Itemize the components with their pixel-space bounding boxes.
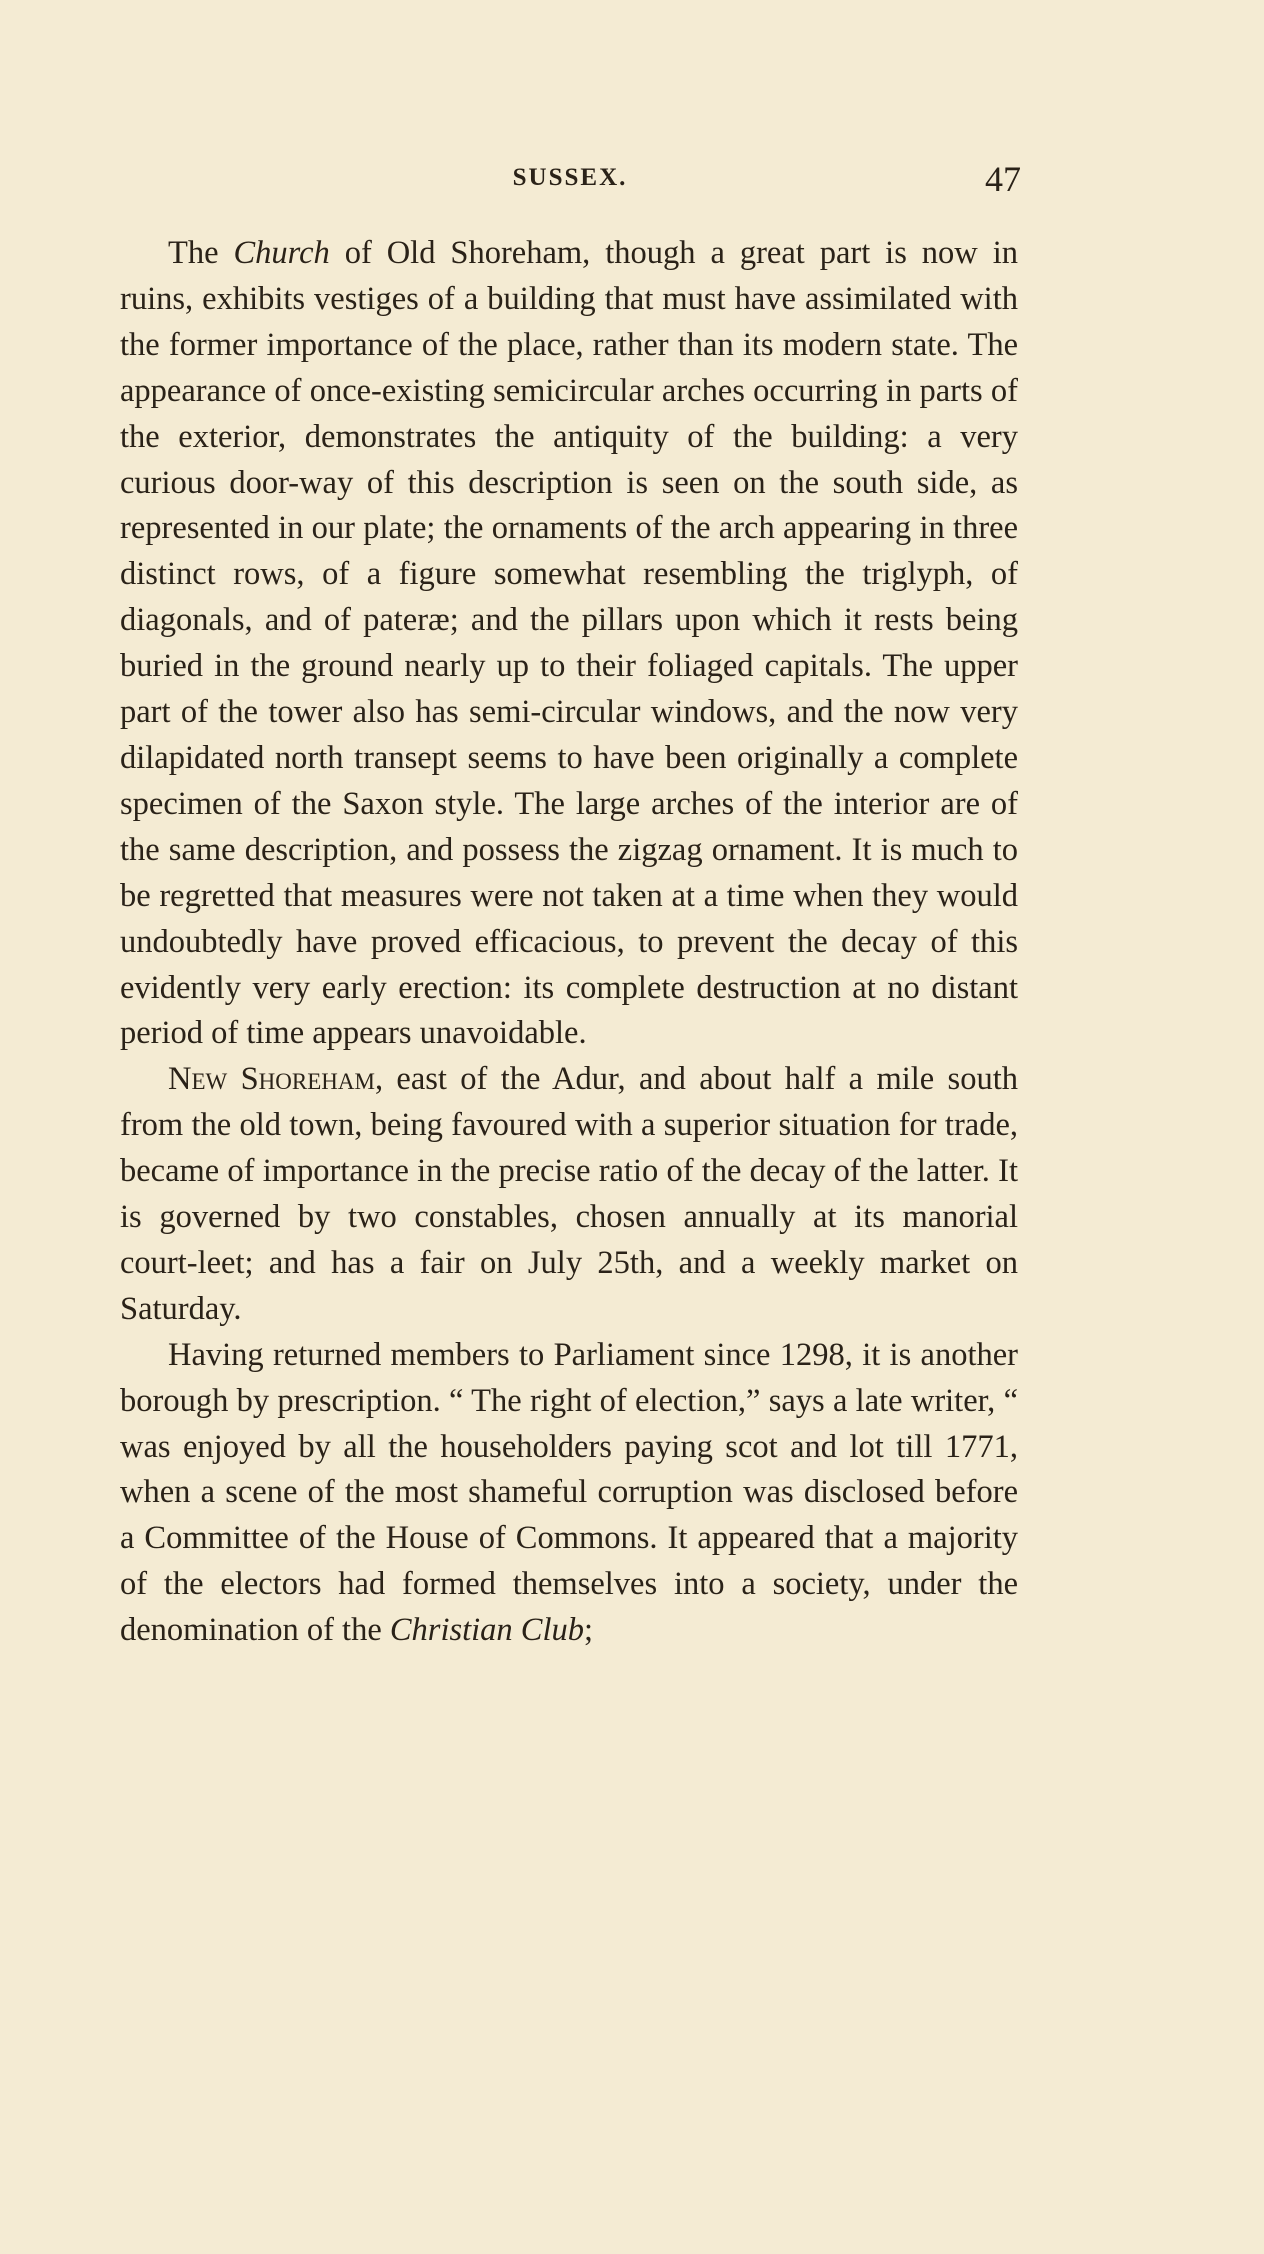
text-segment: , east of the Adur, and about half a mile south from the old town, being favoured with a superior situation for trade, became of importance in the precise ratio of the decay of the latter. It is governed by two constables, chosen annually at its manorial court-leet; and has a fair on July 25th, and a weekly market on Saturday. <box>120 1061 1018 1327</box>
italic-church: Church <box>233 235 330 271</box>
body-text <box>120 231 1018 1654</box>
smallcaps-new-shoreham: New Shoreham <box>168 1061 375 1098</box>
paragraph-church <box>120 231 1018 1057</box>
page-header <box>120 160 1020 204</box>
italic-christian-club: Christian Club <box>389 1612 585 1649</box>
text-segment: The <box>168 235 234 271</box>
text-segment: Having returned members to Parliament since 1298, it is another borough by prescription. “ The right of election,” says a late writer, “ was enjoyed by all the householders paying scot and lot till 1771, when a scene of the most shameful corruption was disclosed before a Committee of the House of Commons. It appeared that a majority of the electors had formed themselves into a society, under the denomination of the <box>120 1336 1018 1649</box>
paragraph-parliament <box>120 1333 1018 1654</box>
running-head: SUSSEX. <box>512 164 628 191</box>
paragraph-new-shoreham <box>120 1057 1018 1332</box>
text-segment: of Old Shoreham, though a great part is now in ruins, exhibits vestiges of a building that must have assimilated with the former importance of the place, rather than its modern state. The appearance of once-existing semicircular arches occurring in parts of the exterior, demonstrates the antiquity of the building: a very curious door-way of this description is seen on the south side, as represented in our plate; the ornaments of the arch appearing in three distinct rows, of a figure somewhat resembling the triglyph, of diagonals, and of pateræ; and the pillars upon which it rests being buried in the ground nearly up to their foliaged capitals. The upper part of the tower also has semi-circular windows, and the now very dilapidated north transept seems to have been originally a complete specimen of the Saxon style. The large arches of the interior are of the same description, and possess the zigzag ornament. It is much to be regretted that measures were not taken at a time when they would undoubtedly have proved efficacious, to prevent the decay of this evidently very early erection: its complete destruction at no distant period of time appears unavoidable. <box>120 235 1018 1052</box>
page-number: 47 <box>985 159 1021 199</box>
text-segment: ; <box>584 1612 594 1649</box>
